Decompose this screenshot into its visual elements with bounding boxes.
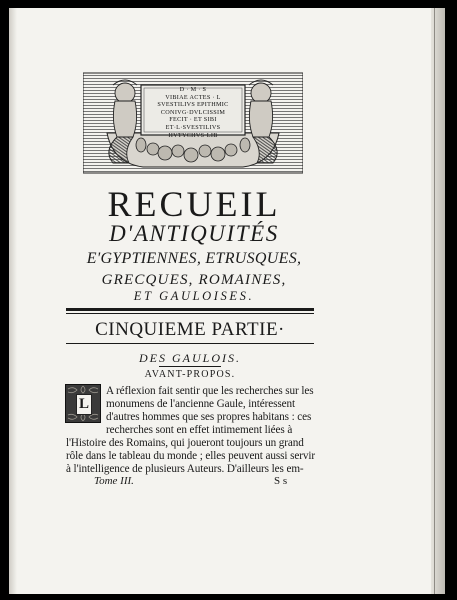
body-line: recherches sont en effet intimement liées à — [106, 424, 293, 436]
engraved-vignette — [83, 71, 303, 175]
part-title: CINQUIEME PARTIE· — [95, 319, 285, 340]
title-line-1: RECUEIL — [107, 184, 281, 224]
inscription-line: HVTYCHVS·LIB — [168, 131, 218, 139]
double-rule-thick — [66, 308, 314, 311]
dropcap-letter: L — [76, 394, 92, 415]
ornamental-dropcap — [65, 384, 101, 423]
inscription-line: VIBIAE ACTES · L — [165, 93, 221, 101]
body-line: d'autres hommes que ses propres habitans : ces — [106, 411, 312, 423]
page-edge — [431, 8, 445, 594]
volume-label: Tome III. — [94, 475, 134, 487]
inscription-line: D · M · S — [179, 86, 207, 93]
inscription-line: SVESTILIVS EPITHMIC — [157, 101, 229, 109]
title-line-3: E'GYPTIENNES, ETRUSQUES, — [86, 250, 302, 267]
title-line-2: D'ANTIQUITÉS — [109, 221, 279, 246]
inscription-line: ET·L·SVESTILIVS — [165, 123, 221, 131]
title-line-4: GRECQUES, ROMAINES, — [101, 272, 287, 288]
title-line-5: ET GAULOISES. — [133, 289, 255, 303]
inscription-line: FECIT · ET SIBI — [169, 116, 217, 124]
signature-mark: S s — [274, 475, 288, 487]
page-gutter — [9, 8, 17, 594]
body-line: l'Histoire des Romains, qui joueront toujours un grand — [66, 437, 304, 449]
inscription-line: CONIVG·DVLCISSIM — [160, 108, 226, 116]
vignette-inscription — [141, 86, 245, 139]
section-rule — [159, 366, 221, 367]
body-line: à l'intelligence de plusieurs Auteurs. D'ailleurs les em- — [66, 463, 304, 475]
body-line: monumens de l'ancienne Gaule, intéressent — [106, 398, 295, 410]
double-rule-thin — [66, 313, 314, 314]
avant-propos-heading: AVANT-PROPOS. — [144, 369, 236, 380]
body-line: rôle dans le tableau du monde ; elles peuvent aussi servir — [66, 450, 315, 462]
part-rule — [66, 343, 314, 344]
section-title: DES GAULOIS. — [139, 351, 241, 365]
body-line: A réflexion fait sentir que les recherches sur les — [106, 385, 314, 397]
book-page — [9, 8, 445, 594]
